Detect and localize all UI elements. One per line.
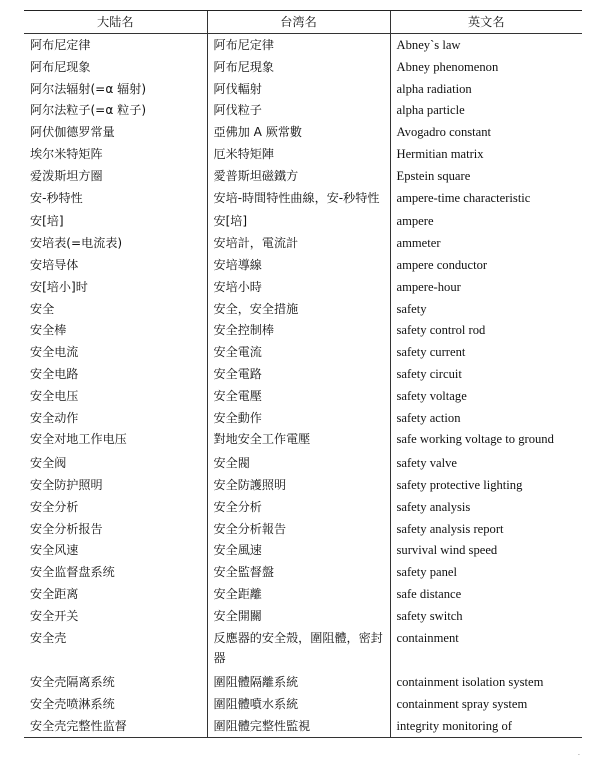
cell-mainland-name: 爱泼斯坦方圈 — [30, 168, 103, 183]
cell-mainland-name: 安全电流 — [30, 345, 79, 360]
cell-taiwan-name: 安全電壓 — [207, 385, 390, 407]
cell-taiwan-name: 對地安全工作電壓 — [207, 428, 390, 452]
cell-mainland-name: 安全动作 — [30, 410, 79, 425]
cell-taiwan-name: 安全防護照明 — [207, 474, 390, 496]
table-row — [24, 56, 582, 78]
table-row — [24, 627, 582, 672]
cell-english-name: Avogadro constant — [390, 121, 582, 143]
cell-mainland-name: 安全距离 — [30, 586, 79, 601]
cell-taiwan-name: 亞佛加 A 厥常數 — [207, 121, 390, 143]
table-row — [24, 363, 582, 385]
table-row — [24, 187, 582, 211]
cell-mainland-name: 安[培小]时 — [30, 279, 88, 294]
cell-english-name: integrity monitoring of — [390, 715, 582, 737]
table-row — [24, 518, 582, 540]
cell-english-name: alpha radiation — [390, 78, 582, 100]
cell-taiwan-name: 安全電流 — [207, 341, 390, 363]
cell-mainland-name: 安全分析 — [30, 499, 79, 514]
table-row — [24, 385, 582, 407]
table-row — [24, 78, 582, 100]
cell-english-name: ammeter — [390, 232, 582, 254]
cell-english-name: safe distance — [390, 583, 582, 605]
cell-taiwan-name: 安全開關 — [207, 605, 390, 627]
cell-mainland-name: 安全电压 — [30, 388, 79, 403]
page-corner-mark: · — [578, 752, 580, 759]
cell-mainland-name: 安全电路 — [30, 366, 79, 381]
cell-english-name: survival wind speed — [390, 539, 582, 561]
cell-english-name: safety action — [390, 407, 582, 429]
cell-taiwan-name: 安全風速 — [207, 539, 390, 561]
cell-english-name: safety switch — [390, 605, 582, 627]
cell-mainland-name: 埃尔米特矩阵 — [30, 146, 103, 161]
cell-english-name: safety control rod — [390, 319, 582, 341]
cell-english-name: Hermitian matrix — [390, 143, 582, 165]
cell-english-name: Abney`s law — [390, 34, 582, 56]
table-row — [24, 276, 582, 298]
table-row — [24, 298, 582, 320]
table-row — [24, 539, 582, 561]
cell-english-name: alpha particle — [390, 99, 582, 121]
cell-english-name: ampere conductor — [390, 254, 582, 276]
cell-mainland-name: 阿尔法辐射(=α 辐射) — [30, 81, 147, 96]
cell-mainland-name: 安全分析报告 — [30, 521, 103, 536]
cell-english-name: safety analysis report — [390, 518, 582, 540]
cell-english-name: safety circuit — [390, 363, 582, 385]
table-body — [24, 34, 582, 738]
table-row — [24, 143, 582, 165]
table-row — [24, 341, 582, 363]
table-row — [24, 232, 582, 254]
cell-mainland-name: 安全 — [30, 301, 55, 316]
cell-english-name: Epstein square — [390, 165, 582, 187]
cell-taiwan-name: 反應器的安全殼，圍阻體，密封器 — [207, 627, 390, 672]
cell-taiwan-name: 阿布尼現象 — [207, 56, 390, 78]
table-row — [24, 452, 582, 474]
cell-taiwan-name: 安全控制棒 — [207, 319, 390, 341]
cell-taiwan-name: 安全監督盤 — [207, 561, 390, 583]
cell-english-name: ampere — [390, 210, 582, 232]
cell-english-name: containment isolation system — [390, 671, 582, 693]
cell-mainland-name: 安-秒特性 — [30, 190, 83, 205]
cell-mainland-name: 安全对地工作电压 — [30, 432, 127, 447]
cell-mainland-name: 阿布尼现象 — [30, 59, 91, 74]
cell-taiwan-name: 阿伐粒子 — [207, 99, 390, 121]
cell-mainland-name: 阿布尼定律 — [30, 38, 91, 52]
table-row — [24, 583, 582, 605]
cell-mainland-name: 安[培] — [30, 214, 64, 229]
cell-taiwan-name: 安全閥 — [207, 452, 390, 474]
table-row — [24, 605, 582, 627]
cell-mainland-name: 阿伏伽德罗常量 — [30, 125, 115, 140]
cell-english-name: safety valve — [390, 452, 582, 474]
cell-english-name: safety current — [390, 341, 582, 363]
cell-mainland-name: 安全壳喷淋系统 — [30, 696, 115, 711]
header-row — [24, 11, 582, 34]
cell-taiwan-name: 安全動作 — [207, 407, 390, 429]
cell-mainland-name: 阿尔法粒子(=α 粒子) — [30, 103, 147, 118]
cell-english-name: safety voltage — [390, 385, 582, 407]
table-row — [24, 165, 582, 187]
table-row — [24, 693, 582, 715]
table-row — [24, 474, 582, 496]
table-header — [24, 11, 582, 34]
cell-taiwan-name: 阿伐輻射 — [207, 78, 390, 100]
cell-taiwan-name: 安培計，電流計 — [207, 232, 390, 254]
cell-taiwan-name: 安培小時 — [207, 276, 390, 298]
table-row — [24, 210, 582, 232]
cell-mainland-name: 安全壳隔离系统 — [30, 675, 115, 690]
table-row — [24, 407, 582, 429]
cell-taiwan-name: 安培-時間特性曲線，安-秒特性 — [207, 187, 390, 211]
cell-taiwan-name: 安全距離 — [207, 583, 390, 605]
glossary-table — [24, 10, 582, 738]
cell-mainland-name: 安全壳完整性监督 — [24, 715, 207, 737]
cell-english-name: safety panel — [390, 561, 582, 583]
cell-mainland-name: 安全壳 — [30, 630, 67, 645]
cell-mainland-name: 安全阀 — [30, 456, 67, 471]
header-taiwan-name: 台湾名 — [207, 11, 390, 34]
cell-taiwan-name: 愛普斯坦磁鐵方 — [207, 165, 390, 187]
cell-taiwan-name: 安全分析 — [207, 496, 390, 518]
cell-english-name: safety — [390, 298, 582, 320]
cell-english-name: containment spray system — [390, 693, 582, 715]
header-mainland-name: 大陆名 — [24, 11, 207, 34]
cell-taiwan-name: 圍阻體完整性監視 — [207, 715, 390, 737]
table-row — [24, 561, 582, 583]
cell-taiwan-name: 安[培] — [207, 210, 390, 232]
cell-english-name: ampere-hour — [390, 276, 582, 298]
table-row — [24, 319, 582, 341]
cell-taiwan-name: 圍阻體噴水系統 — [207, 693, 390, 715]
cell-taiwan-name: 圍阻體隔離系統 — [207, 671, 390, 693]
table-row — [24, 34, 582, 56]
cell-mainland-name: 安培导体 — [30, 257, 79, 272]
cell-mainland-name: 安全风速 — [30, 543, 79, 558]
cell-mainland-name: 安培表(=电流表) — [30, 236, 123, 251]
cell-mainland-name: 安全监督盘系统 — [30, 565, 115, 580]
table-row — [24, 715, 582, 737]
cell-taiwan-name: 安全，安全措施 — [207, 298, 390, 320]
cell-taiwan-name: 阿布尼定律 — [207, 34, 390, 56]
table-row — [24, 254, 582, 276]
table-row — [24, 496, 582, 518]
cell-mainland-name: 安全防护照明 — [30, 477, 103, 492]
cell-english-name: containment — [390, 627, 582, 672]
header-english-name: 英文名 — [390, 11, 582, 34]
cell-taiwan-name: 安全分析報告 — [207, 518, 390, 540]
cell-taiwan-name: 安全電路 — [207, 363, 390, 385]
table-row — [24, 121, 582, 143]
table-row — [24, 428, 582, 452]
cell-taiwan-name: 厄米特矩陣 — [207, 143, 390, 165]
cell-mainland-name: 安全开关 — [30, 608, 79, 623]
table-row — [24, 671, 582, 693]
cell-taiwan-name: 安培導線 — [207, 254, 390, 276]
table-row — [24, 99, 582, 121]
cell-english-name: safe working voltage to ground — [390, 428, 582, 452]
glossary-table-wrapper — [24, 10, 582, 738]
cell-english-name: safety analysis — [390, 496, 582, 518]
cell-english-name: Abney phenomenon — [390, 56, 582, 78]
cell-english-name: safety protective lighting — [390, 474, 582, 496]
cell-english-name: ampere-time characteristic — [390, 187, 582, 211]
cell-mainland-name: 安全棒 — [30, 323, 67, 338]
